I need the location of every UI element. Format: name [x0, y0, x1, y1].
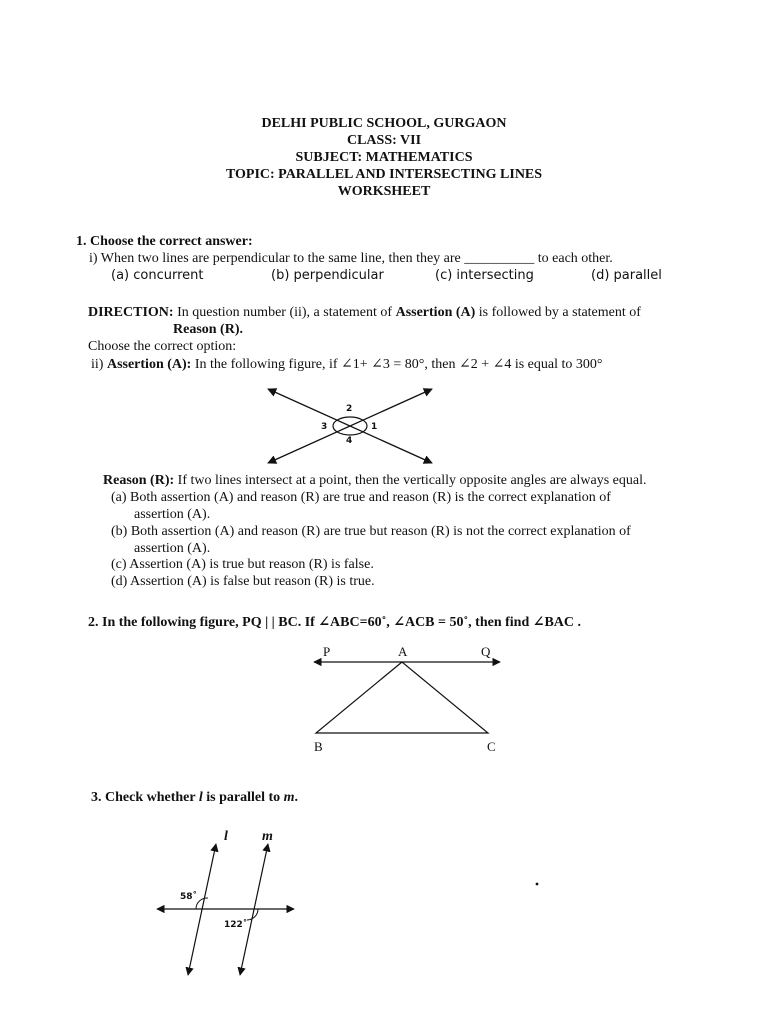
- label-c: C: [487, 739, 496, 754]
- direction-reason: Reason (R).: [173, 322, 243, 337]
- angle-2-label: 2: [346, 404, 353, 414]
- q3-text-end: .: [294, 790, 299, 805]
- direction-assertion: Assertion (A): [395, 305, 476, 320]
- stray-dot: [536, 883, 539, 886]
- q1-option-c: (c) intersecting: [435, 268, 534, 283]
- option-b-line1: (b) Both assertion (A) and reason (R) are true but reason (R) is not the correct explanation of: [111, 524, 631, 539]
- option-a-line1: (a) Both assertion (A) and reason (R) are true and reason (R) is the correct explanation of: [111, 490, 611, 505]
- school-name: DELHI PUBLIC SCHOOL, GURGAON: [261, 116, 507, 131]
- assertion-text: In the following figure, if ∠1+ ∠3 = 80°, then ∠2 + ∠4 is equal to 300°: [191, 357, 603, 372]
- reason-text: If two lines intersect at a point, then the vertically opposite angles are always equal.: [174, 473, 647, 488]
- angle-1-label: 1: [371, 422, 378, 432]
- angle-4-label: 4: [346, 436, 353, 446]
- label-l: l: [224, 829, 228, 844]
- worksheet-label: WORKSHEET: [337, 184, 431, 199]
- direction-label: DIRECTION:: [88, 305, 174, 320]
- label-q: Q: [481, 644, 491, 659]
- subject-label: SUBJECT: MATHEMATICS: [295, 150, 473, 165]
- direction-text-2: is followed by a statement of: [475, 305, 641, 320]
- direction-choose: Choose the correct option:: [88, 339, 237, 354]
- label-b: B: [314, 739, 323, 754]
- option-a-line2: assertion (A).: [134, 507, 211, 522]
- angle-58-label: 58˚: [180, 892, 198, 902]
- q1-option-a: (a) concurrent: [111, 268, 204, 283]
- option-b-line2: assertion (A).: [134, 541, 211, 556]
- reason-label: Reason (R):: [103, 473, 175, 488]
- q3-m: m: [283, 790, 295, 805]
- assertion-label: Assertion (A):: [106, 357, 192, 372]
- label-p: P: [323, 644, 331, 659]
- q1-part2-prefix: ii): [91, 357, 107, 372]
- q1-heading: 1. Choose the correct answer:: [76, 234, 253, 249]
- option-d: (d) Assertion (A) is false but reason (R) is true.: [111, 574, 375, 589]
- q3-text-mid: is parallel to: [202, 790, 284, 805]
- q1-option-d: (d) parallel: [591, 268, 662, 283]
- q3-l: l: [198, 790, 203, 805]
- q3-text-prefix: 3. Check whether: [91, 790, 199, 805]
- option-c: (c) Assertion (A) is true but reason (R) is false.: [111, 557, 374, 572]
- label-a: A: [398, 644, 408, 659]
- angle-122-label: 122˚: [224, 920, 248, 930]
- direction-text-1: In question number (ii), a statement of: [173, 305, 396, 320]
- q2-question: 2. In the following figure, PQ | | BC. If ∠ABC=60˚, ∠ACB = 50˚, then find ∠BAC .: [88, 615, 582, 630]
- q1-option-b: (b) perpendicular: [271, 268, 384, 283]
- topic-label: TOPIC: PARALLEL AND INTERSECTING LINES: [225, 167, 543, 182]
- angle-3-label: 3: [321, 422, 328, 432]
- label-m: m: [262, 829, 273, 844]
- q1-part1-question: i) When two lines are perpendicular to the same line, then they are __________ to each other.: [89, 251, 613, 266]
- class-label: CLASS: VII: [346, 133, 422, 148]
